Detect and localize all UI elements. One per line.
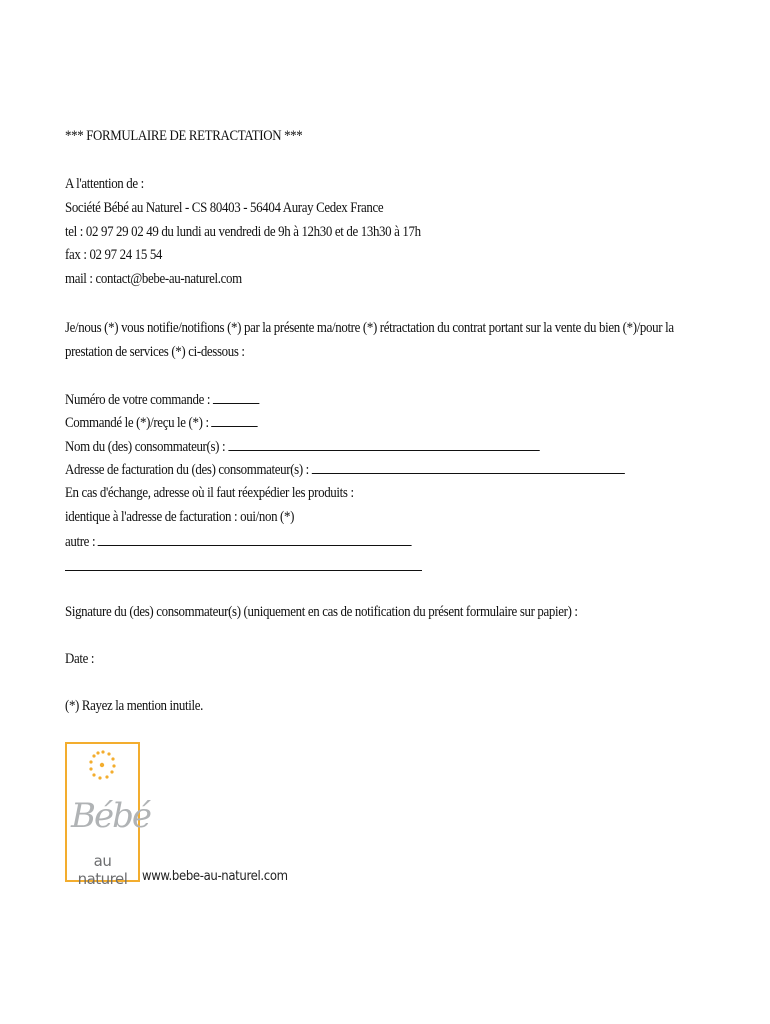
- ordered-received-label: Commandé le (*)/reçu le (*) :: [65, 415, 209, 431]
- other-address-second-line: [65, 570, 422, 571]
- fax-line: fax : 02 97 24 15 54: [65, 247, 163, 263]
- mail-line: mail : contact@bebe-au-naturel.com: [65, 271, 242, 287]
- ordered-received-field: [65, 412, 258, 433]
- telephone-line: tel : 02 97 29 02 49 du lundi au vendredi de 9h à 12h30 et de 13h30 à 17h: [65, 224, 421, 240]
- exchange-address-label: En cas d'échange, adresse où il faut réexpédier les produits :: [65, 485, 354, 501]
- company-address: Société Bébé au Naturel - CS 80403 - 56404 Auray Cedex France: [65, 200, 384, 216]
- company-logo: [65, 742, 150, 888]
- billing-address-blank: [312, 459, 625, 474]
- consumer-name-blank: [228, 436, 539, 451]
- logo-sub-text: au naturel: [77, 852, 128, 888]
- consumer-name-field: [65, 436, 539, 457]
- sun-dots-icon: [67, 744, 138, 794]
- order-number-field: [65, 389, 259, 410]
- footnote: (*) Rayez la mention inutile.: [65, 698, 203, 714]
- attention-label: A l'attention de :: [65, 176, 144, 192]
- website-link[interactable]: www.bebe-au-naturel.com: [142, 869, 288, 884]
- ordered-received-blank: [212, 412, 258, 427]
- other-address-field: [65, 531, 412, 552]
- order-number-label: Numéro de votre commande :: [65, 392, 211, 408]
- signature-label: Signature du (des) consommateur(s) (uniquement en cas de notification du présent formulaire sur papier) :: [65, 604, 578, 620]
- notification-paragraph: Je/nous (*) vous notifie/notifions (*) par la présente ma/notre (*) rétractation du contrat portant sur la vente du bien (*)/pour la prestation de services (*) ci-dessous :: [65, 320, 674, 360]
- form-title: *** FORMULAIRE DE RETRACTATION ***: [65, 128, 303, 144]
- billing-address-field: [65, 459, 625, 480]
- billing-address-label: Adresse de facturation du (des) consommateur(s) :: [65, 462, 309, 478]
- order-number-blank: [213, 389, 259, 404]
- logo-script-text: Bébé: [71, 796, 150, 836]
- date-label: Date :: [65, 651, 95, 667]
- identical-address-label: identique à l'adresse de facturation : oui/non (*): [65, 509, 295, 525]
- other-address-label: autre :: [65, 534, 96, 550]
- other-address-blank: [98, 531, 412, 546]
- consumer-name-label: Nom du (des) consommateur(s) :: [65, 439, 226, 455]
